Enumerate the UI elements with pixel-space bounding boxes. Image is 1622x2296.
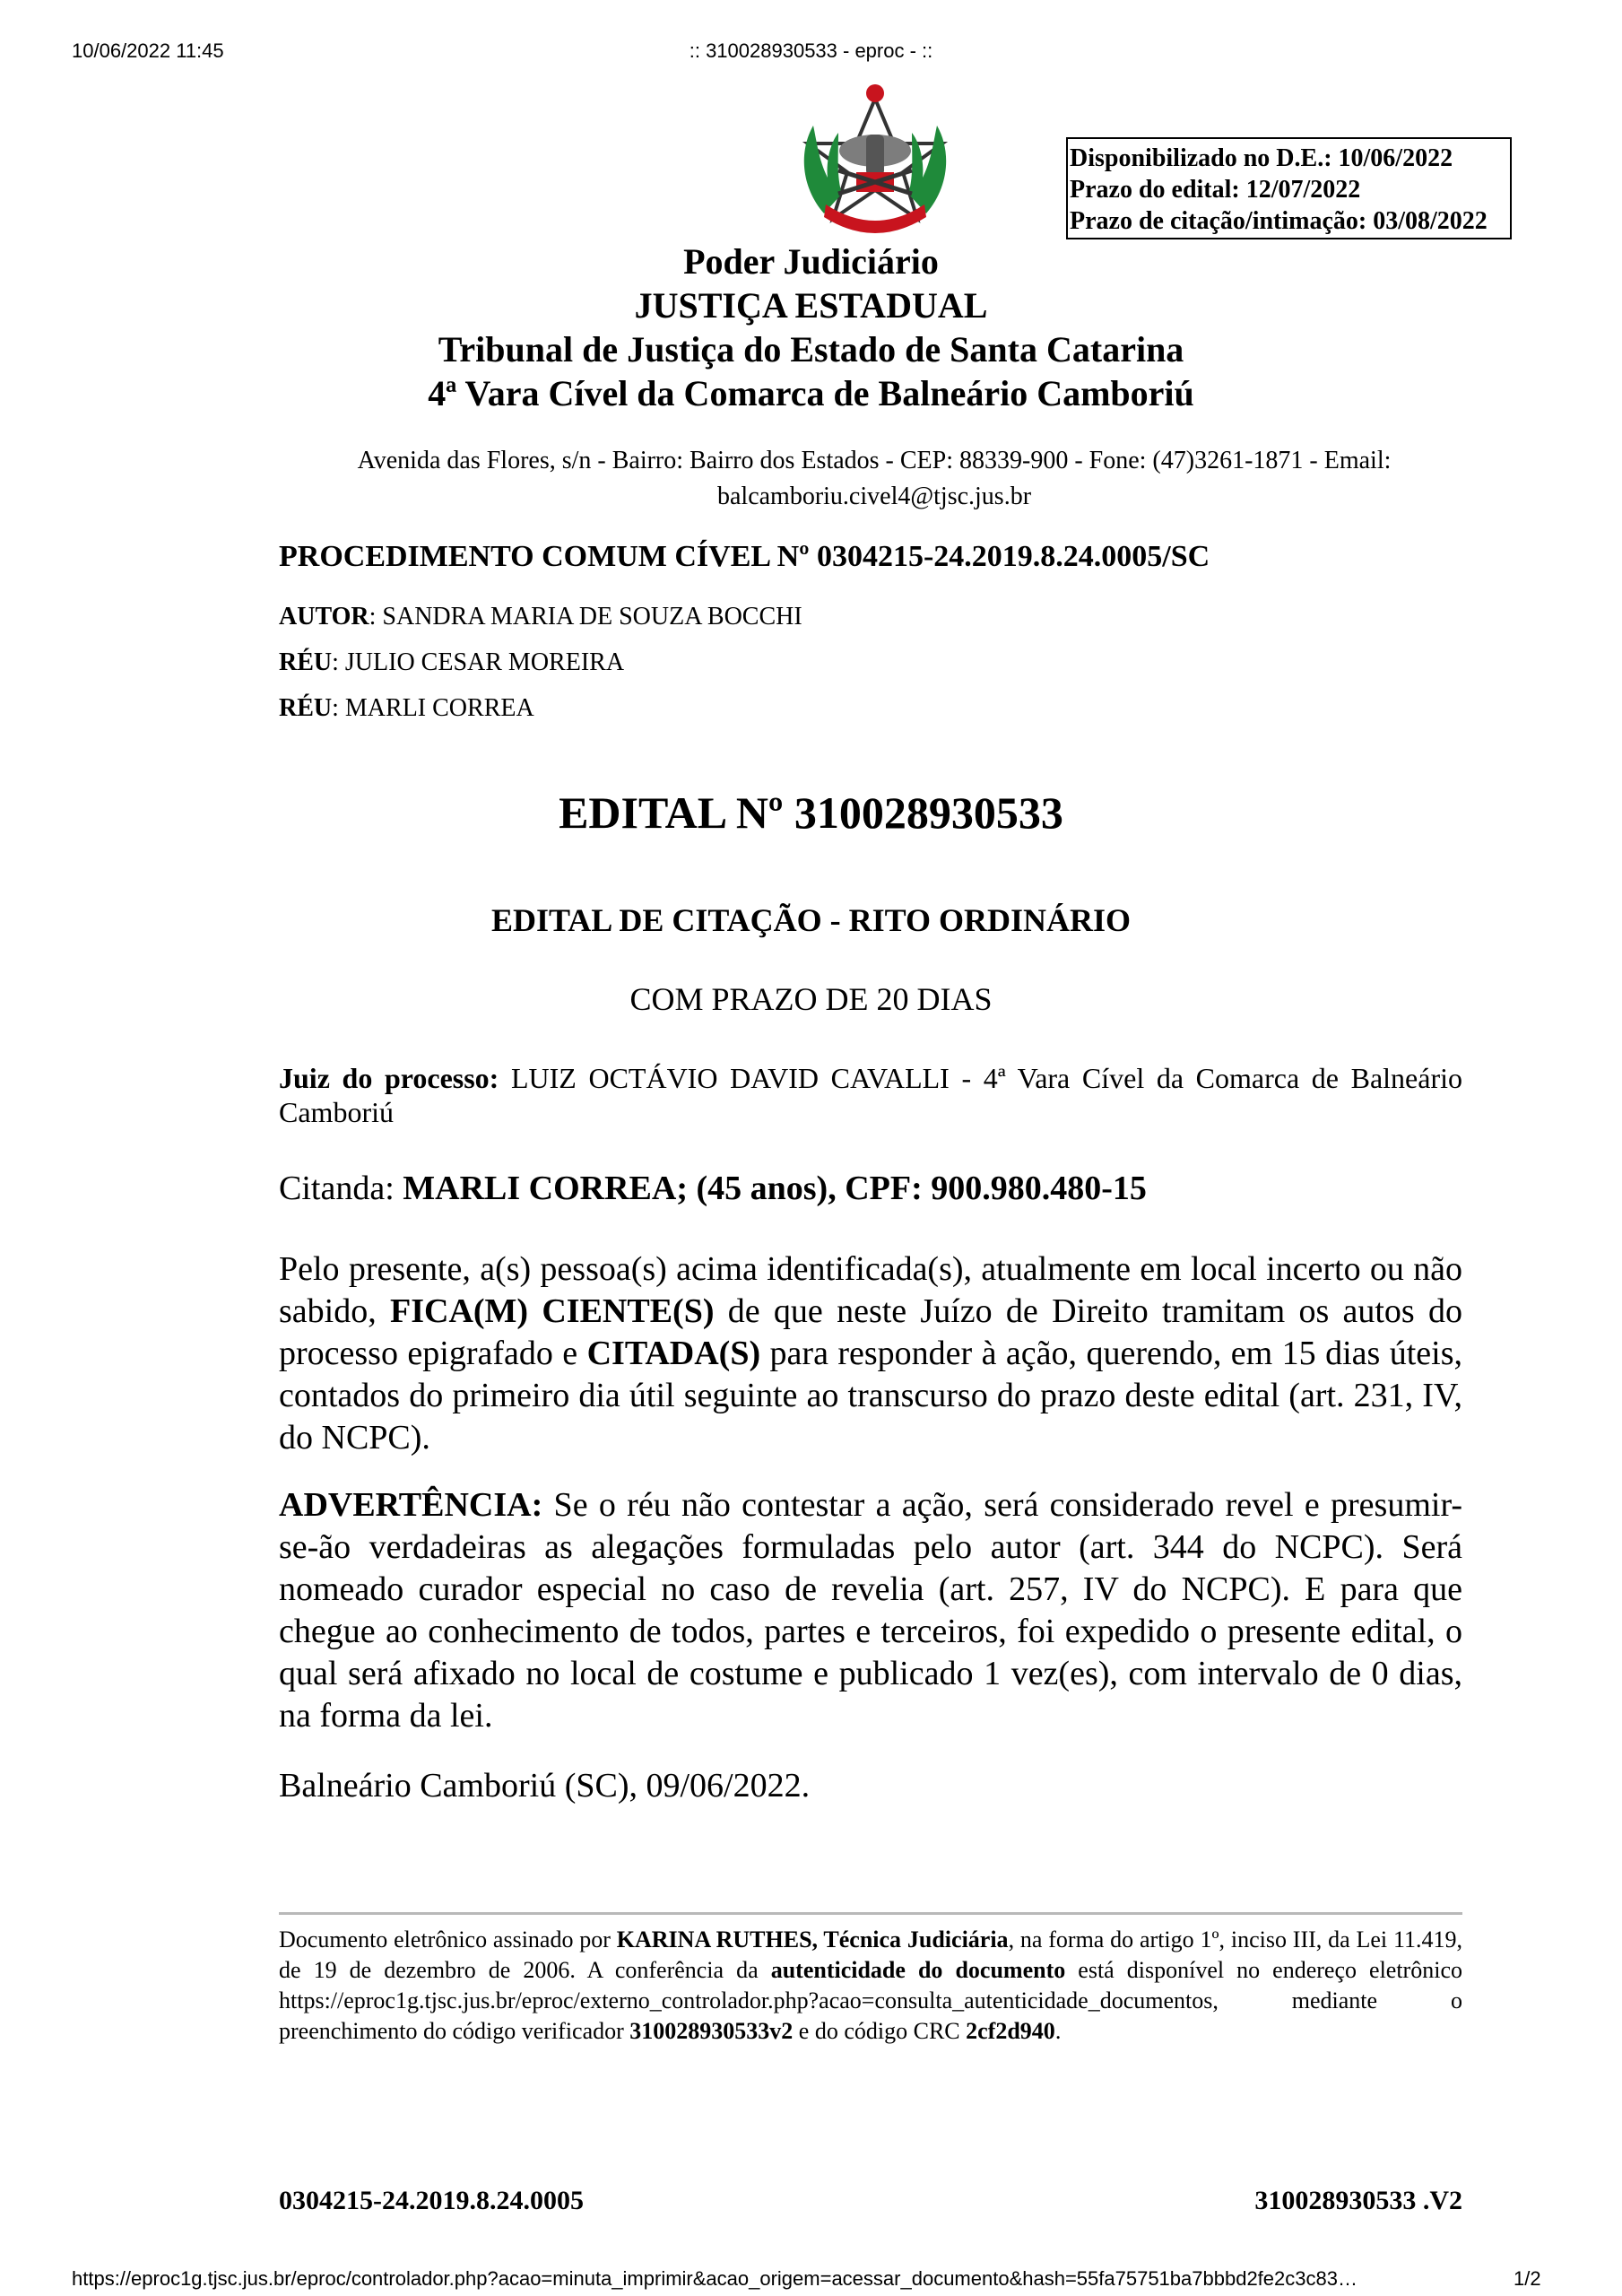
judge-value: LUIZ OCTÁVIO DAVID CAVALLI - 4ª Vara Cível da Comarca de Balneário Camboriú [279, 1062, 1463, 1128]
place-date: Balneário Camboriú (SC), 09/06/2022. [279, 1767, 811, 1805]
sig-text: está disponível no endereço eletrônico https://eproc1g.tjsc.jus.br/eproc/externo_controlador.php?acao=consulta_autenticidade_documentos, mediante o preenchimento do código verificador [279, 1957, 1462, 2044]
procedure-title: PROCEDIMENTO COMUM CÍVEL Nº 0304215-24.2019.8.24.0005/SC [279, 540, 1210, 573]
emblem-left-branch [804, 126, 842, 213]
party-role: RÉU [279, 694, 333, 722]
paragraph-bold: FICA(M) CIENTE(S) [390, 1292, 715, 1330]
paragraph-text: de que neste Juízo de Direito tramitam os autos do processo epigrafado e [279, 1292, 1462, 1372]
sig-verifier-code: 310028930533v2 [629, 2018, 794, 2044]
address-line: Avenida das Flores, s/n - Bairro: Bairro dos Estados - CEP: 88339-900 - Fone: (47)3261-1871 - Email: [357, 447, 1392, 474]
print-url: https://eproc1g.tjsc.jus.br/eproc/controlador.php?acao=minuta_imprimir&acao_origem=acessar_documento&hash=55fa75751ba7bbbd2fe2c3c83… [72, 2267, 1357, 2290]
party-role: AUTOR [279, 603, 369, 631]
print-page-number: 1/2 [1514, 2267, 1541, 2290]
availability-date: Disponibilizado no D.E.: 10/06/2022 [1070, 144, 1453, 172]
sig-text: e do código CRC [793, 2018, 967, 2044]
warning-text: Se o réu não contestar a ação, será considerado revel e presumir-se-ão verdadeiras as alegações formuladas pelo autor (art. 344 do NCPC). Será nomeado curador especial no caso de revelia (art. 257, IV do NCPC). E para que chegue ao conhecimento de todos, partes e terceiros, foi expedido o presente edital, o qual será afixado no local de costume e publicado 1 vez(es), com intervalo de 0 dias, na forma da lei. [279, 1486, 1462, 1735]
party-name: SANDRA MARIA DE SOUZA BOCCHI [382, 603, 802, 631]
party-name: MARLI CORREA [344, 694, 534, 722]
paragraph-bold: CITADA(S) [586, 1335, 761, 1372]
paragraph-text: para responder à ação, querendo, em 15 dias úteis, contados do primeiro dia útil seguinte ao transcurso do prazo deste edital (art. 231, IV, do NCPC). [279, 1335, 1462, 1457]
coat-of-arms-emblem [792, 79, 958, 239]
print-timestamp: 10/06/2022 11:45 [72, 39, 224, 62]
sig-text: , na forma do artigo 1º, inciso III, da Lei 11.419, de 19 de dezembro de 2006. A conferência da [279, 1926, 1462, 1983]
edital-prazo: COM PRAZO DE 20 DIAS [629, 981, 993, 1017]
party-reu-1 [279, 645, 624, 681]
process-number-footer: 0304215-24.2019.8.24.0005 [279, 2186, 584, 2215]
court-address [287, 443, 1462, 515]
citation-deadline: Prazo de citação/intimação: 03/08/2022 [1070, 207, 1488, 235]
signature-divider [279, 1912, 1462, 1915]
electronic-signature-note [279, 1925, 1462, 2047]
paragraph-warning [279, 1484, 1462, 1737]
sig-crc-code: 2cf2d940 [966, 2018, 1055, 2044]
party-role: RÉU [279, 648, 333, 676]
sig-text: Documento eletrônico assinado por [279, 1926, 617, 1952]
edital-deadline: Prazo do edital: 12/07/2022 [1070, 176, 1361, 204]
judge-label: Juiz do processo: [279, 1062, 499, 1094]
party-sep: : [332, 694, 345, 722]
emblem-right-branch [908, 126, 946, 213]
address-email: balcamboriu.civel4@tjsc.jus.br [716, 483, 1032, 510]
emblem-cap [866, 84, 884, 102]
party-reu-2 [279, 691, 534, 726]
sig-bold: autenticidade do documento [770, 1957, 1066, 1983]
edital-number: EDITAL Nº 310028930533 [559, 787, 1063, 838]
header-poder-judiciario: Poder Judiciário [683, 241, 939, 282]
header-tribunal: Tribunal de Justiça do Estado de Santa Catarina [438, 329, 1184, 370]
citanda-value: MARLI CORREA; (45 anos), CPF: 900.980.480-15 [403, 1170, 1147, 1207]
citanda-label: Citanda: [279, 1170, 403, 1207]
citanda-line [279, 1168, 1147, 1209]
sig-text: . [1054, 2018, 1062, 2044]
sig-signer: KARINA RUTHES, Técnica Judiciária [616, 1926, 1009, 1952]
publication-dates-box [1066, 137, 1512, 239]
party-name: JULIO CESAR MOREIRA [344, 648, 625, 676]
document-version-footer: 310028930533 .V2 [1254, 2186, 1462, 2215]
party-sep: : [332, 648, 345, 676]
print-page-title: :: 310028930533 - eproc - :: [689, 39, 933, 62]
judge-line [279, 1061, 1462, 1129]
party-autor [279, 599, 802, 635]
paragraph-text: Pelo presente, a(s) pessoa(s) acima identificada(s), atualmente em local incerto ou não sabido, [279, 1250, 1462, 1330]
warning-label: ADVERTÊNCIA: [279, 1486, 543, 1524]
header-vara: 4ª Vara Cível da Comarca de Balneário Camboriú [428, 373, 1194, 413]
party-sep: : [369, 603, 383, 631]
header-justica-estadual: JUSTIÇA ESTADUAL [634, 285, 988, 326]
edital-type: EDITAL DE CITAÇÃO - RITO ORDINÁRIO [490, 902, 1132, 938]
paragraph-citation [279, 1248, 1462, 1459]
